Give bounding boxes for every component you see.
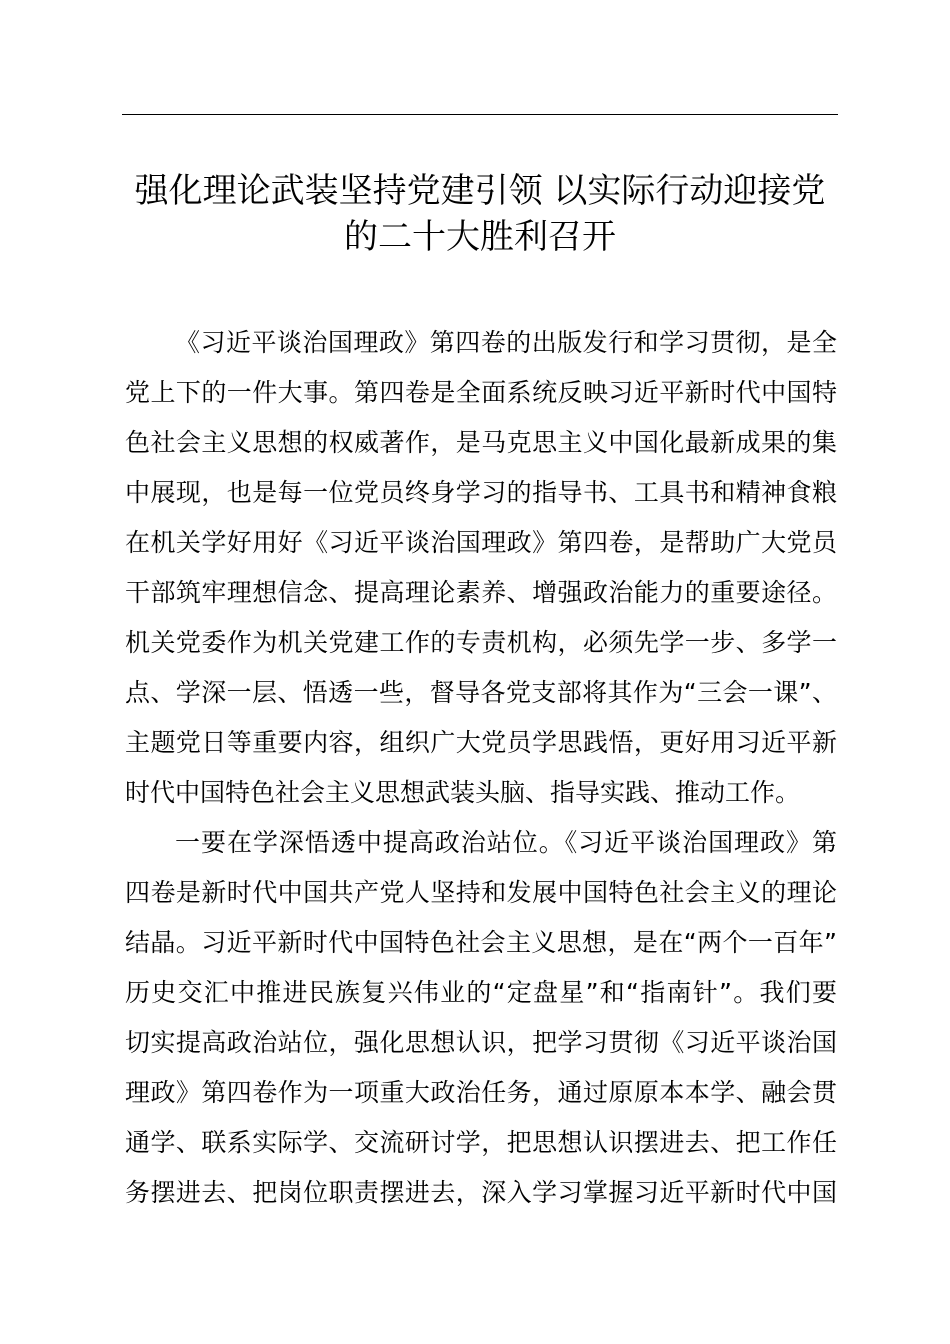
body-line: 结晶。习近平新时代中国特色社会主义思想，是在“两个一百年” (125, 928, 837, 957)
title-line-2: 的二十大胜利召开 (344, 217, 616, 257)
body-line: 点、学深一层、悟透一些，督导各党支部将其作为“三会一课”、 (125, 678, 837, 707)
body-line: 时代中国特色社会主义思想武装头脑、指导实践、推动工作。 (125, 778, 801, 807)
body-line: 历史交汇中推进民族复兴伟业的“定盘星”和“指南针”。我们要 (125, 978, 837, 1007)
body-line: 在机关学好用好《习近平谈治国理政》第四卷，是帮助广大党员 (125, 528, 837, 557)
body-line: 一要在学深悟透中提高政治站位。《习近平谈治国理政》第 (175, 828, 837, 857)
body-line: 理政》第四卷作为一项重大政治任务，通过原原本本学、融会贯 (125, 1078, 837, 1107)
body-line: 干部筑牢理想信念、提高理论素养、增强政治能力的重要途径。 (125, 578, 837, 607)
document-body (125, 318, 837, 1218)
body-line: 务摆进去、把岗位职责摆进去，深入学习掌握习近平新时代中国 (125, 1178, 837, 1207)
body-line: 党上下的一件大事。第四卷是全面系统反映习近平新时代中国特 (125, 378, 837, 407)
body-line: 中展现，也是每一位党员终身学习的指导书、工具书和精神食粮 (125, 478, 837, 507)
body-line: 主题党日等重要内容，组织广大党员学思践悟，更好用习近平新 (125, 728, 837, 757)
title-line-1: 强化理论武装坚持党建引领 以实际行动迎接党 (134, 171, 826, 211)
header-rule (122, 114, 838, 115)
body-line: 切实提高政治站位，强化思想认识，把学习贯彻《习近平谈治国 (125, 1028, 837, 1057)
document-title (118, 168, 842, 260)
body-line: 《习近平谈治国理政》第四卷的出版发行和学习贯彻，是全 (175, 328, 837, 357)
body-line: 色社会主义思想的权威著作，是马克思主义中国化最新成果的集 (125, 428, 837, 457)
body-line: 四卷是新时代中国共产党人坚持和发展中国特色社会主义的理论 (125, 878, 837, 907)
body-line: 机关党委作为机关党建工作的专责机构，必须先学一步、多学一 (125, 628, 837, 657)
body-line: 通学、联系实际学、交流研讨学，把思想认识摆进去、把工作任 (125, 1128, 837, 1157)
